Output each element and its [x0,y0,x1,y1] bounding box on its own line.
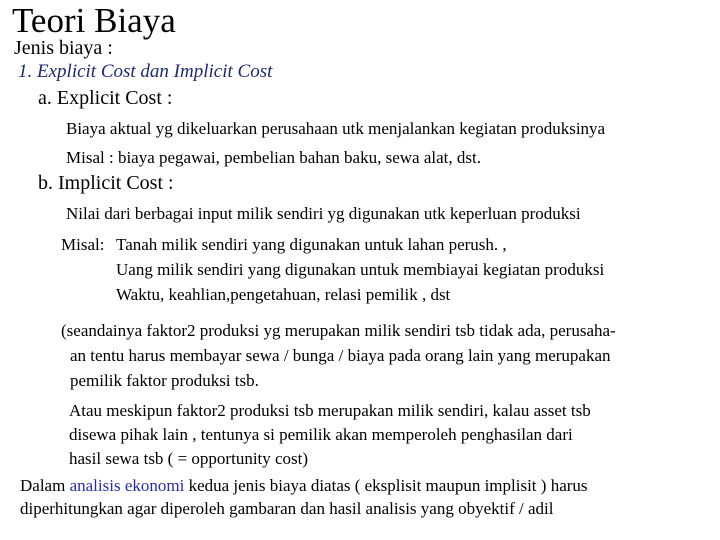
slide-title: Teori Biaya [12,1,176,40]
atau-note-line: hasil sewa tsb ( = opportunity cost) [69,449,309,468]
explicit-heading: a. Explicit Cost : [38,87,173,109]
misal-item: Tanah milik sendiri yang digunakan untuk lahan perush. , [116,235,507,254]
atau-note-line: disewa pihak lain , tentunya si pemilik akan memperoleh penghasilan dari [69,425,573,444]
implicit-definition: Nilai dari berbagai input milik sendiri yg digunakan utk keperluan produksi [66,204,581,223]
conclusion-line [20,477,588,494]
implicit-heading: b. Implicit Cost : [38,172,174,194]
conclusion-text: kedua jenis biaya diatas ( eksplisit maupun implisit ) harus [184,476,588,495]
emphasis-term: analisis ekonomi [69,476,185,495]
explicit-definition: Biaya aktual yg dikeluarkan perusahaan utk menjalankan kegiatan produksinya [66,119,606,138]
explicit-example: Misal : biaya pegawai, pembelian bahan baku, sewa alat, dst. [66,148,481,167]
paren-note-line: an tentu harus membayar sewa / bunga / biaya pada orang lain yang merupakan [70,346,611,365]
misal-item: Waktu, keahlian,pengetahuan, relasi pemilik , dst [116,285,451,304]
conclusion-text: Dalam [20,476,70,495]
subtitle: Jenis biaya : [14,37,113,59]
paren-note-line: (seandainya faktor2 produksi yg merupakan milik sendiri tsb tidak ada, perusaha- [61,321,616,340]
misal-item: Uang milik sendiri yang digunakan untuk membiayai kegiatan produksi [116,260,605,279]
atau-note-line: Atau meskipun faktor2 produksi tsb merupakan milik sendiri, kalau asset tsb [69,401,591,420]
conclusion-line: diperhitungkan agar diperoleh gambaran dan hasil analisis yang obyektif / adil [20,499,554,518]
misal-label: Misal: [61,235,105,254]
section-heading: 1. Explicit Cost dan Implicit Cost [18,61,273,82]
paren-note-line: pemilik faktor produksi tsb. [70,371,259,390]
